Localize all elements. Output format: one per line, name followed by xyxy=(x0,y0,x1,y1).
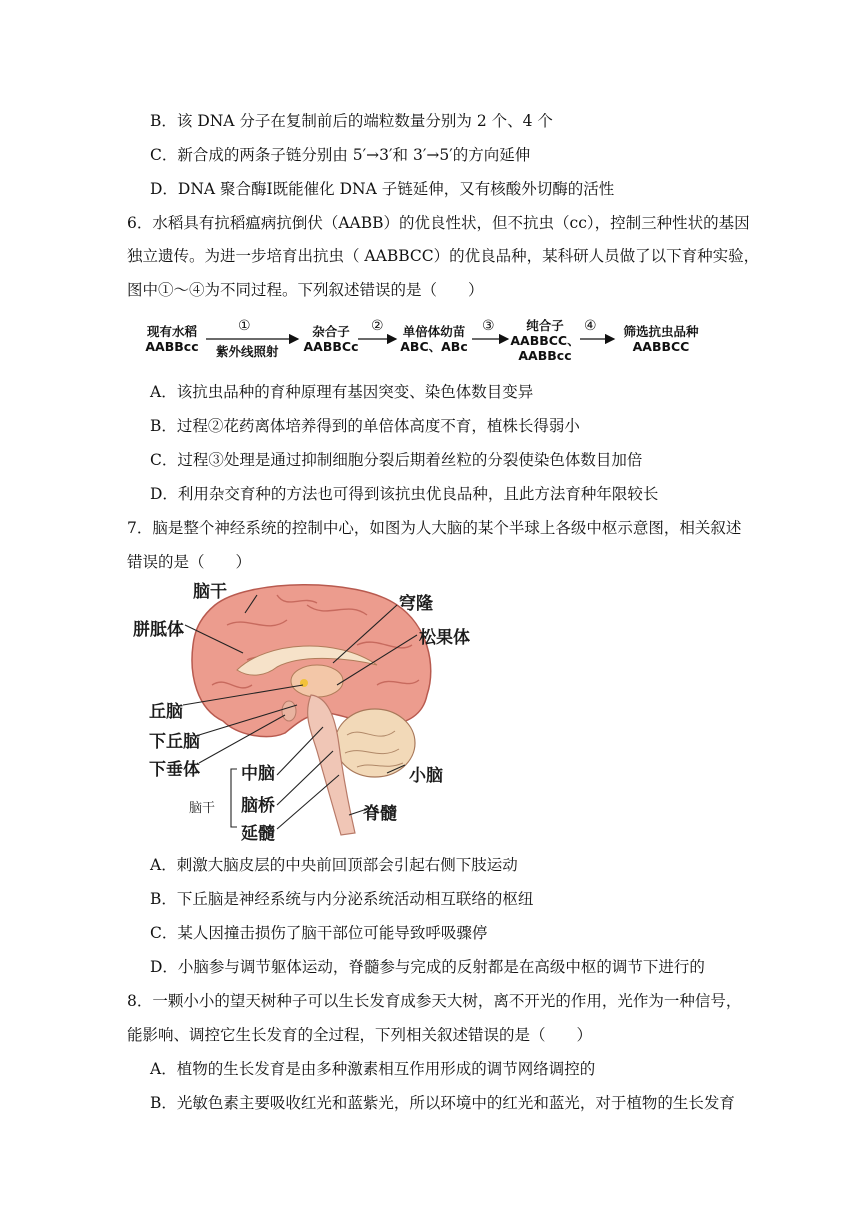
label-medulla: 延髓 xyxy=(241,824,275,844)
flow-node-genotype: AABBCc xyxy=(303,339,359,354)
flow-step-1-condition: 紫外线照射 xyxy=(216,344,279,359)
q6-option-d: D．利用杂交育种的方法也可得到该抗虫优良品种，且此方法育种年限较长 xyxy=(150,485,659,503)
flow-node-genotype: AABBCC、 xyxy=(510,333,580,348)
flow-arrows xyxy=(140,318,710,368)
flow-step-1: ① xyxy=(238,318,251,334)
q5-option-c: C．新合成的两条子链分别由 5′→3′和 3′→5′的方向延伸 xyxy=(150,146,531,164)
q6-option-c: C．过程③处理是通过抑制细胞分裂后期着丝粒的分裂使染色体数目加倍 xyxy=(150,451,643,469)
q8-stem-line2: 能影响、调控它生长发育的全过程，下列相关叙述错误的是（ ） xyxy=(127,1026,593,1044)
label-corpus-callosum: 胼胝体 xyxy=(133,620,184,640)
q7-option-d: D．小脑参与调节躯体运动，脊髓参与完成的反射都是在高级中枢的调节下进行的 xyxy=(150,958,705,976)
label-pituitary: 下垂体 xyxy=(149,760,200,780)
q5-option-b: B．该 DNA 分子在复制前后的端粒数量分别为 2 个、4 个 xyxy=(150,112,553,130)
flow-node-genotype: AABBCC xyxy=(632,339,690,354)
label-pons: 脑桥 xyxy=(241,796,275,816)
breeding-flow-diagram xyxy=(140,318,710,368)
q6-option-b: B．过程②花药离体培养得到的单倍体高度不育，植株长得弱小 xyxy=(150,417,580,435)
q5-option-d: D．DNA 聚合酶Ⅰ既能催化 DNA 子链延伸，又有核酸外切酶的活性 xyxy=(150,180,615,198)
q8-option-b: B．光敏色素主要吸收红光和蓝紫光，所以环境中的红光和蓝光，对于植物的生长发育 xyxy=(150,1094,735,1112)
flow-node-name: 杂合子 xyxy=(312,324,350,339)
thalamus-shape xyxy=(291,665,343,697)
label-pineal-body: 松果体 xyxy=(419,628,470,648)
q6-stem-line3: 图中①～④为不同过程。下列叙述错误的是（ ） xyxy=(127,281,484,299)
q7-option-a: A．刺激大脑皮层的中央前回顶部会引起右侧下肢运动 xyxy=(150,856,518,874)
label-spinal-cord: 脊髓 xyxy=(363,804,397,824)
label-brainstem-bracket: 脑干 xyxy=(189,801,216,816)
label-thalamus: 丘脑 xyxy=(149,702,183,722)
flow-step-4: ④ xyxy=(584,318,597,334)
flow-node-genotype: ABC、ABc xyxy=(400,339,468,354)
flow-node-genotype: AABBcc xyxy=(518,348,572,363)
label-fornix: 穹隆 xyxy=(399,594,433,614)
q8-option-a: A．植物的生长发育是由多种激素相互作用形成的调节网络调控的 xyxy=(150,1060,596,1078)
q7-stem-line2: 错误的是（ ） xyxy=(127,553,252,571)
flow-step-3: ③ xyxy=(482,318,495,334)
q7-option-c: C．某人因撞击损伤了脑干部位可能导致呼吸骤停 xyxy=(150,924,488,942)
q6-stem-line2: 独立遗传。为进一步培育出抗虫（ AABBCC）的优良品种，某科研人员做了以下育种实验， xyxy=(127,247,760,265)
flow-node-name: 筛选抗虫品种 xyxy=(623,324,699,339)
label-cerebellum: 小脑 xyxy=(409,766,443,786)
label-brainstem-top: 脑干 xyxy=(193,582,227,602)
q7-stem-line1: 7．脑是整个神经系统的控制中心，如图为人大脑的某个半球上各级中枢示意图，相关叙述 xyxy=(127,519,742,537)
q6-stem-line1: 6．水稻具有抗稻瘟病抗倒伏（AABB）的优良性状，但不抗虫（cc），控制三种性状的基因 xyxy=(127,214,750,232)
flow-node-name: 单倍体幼苗 xyxy=(402,324,466,339)
flow-node-name: 现有水稻 xyxy=(146,324,197,339)
flow-node-genotype: AABBcc xyxy=(145,339,199,354)
label-midbrain: 中脑 xyxy=(241,764,275,784)
pituitary-shape xyxy=(282,701,296,721)
q7-option-b: B．下丘脑是神经系统与内分泌系统活动相互联络的枢纽 xyxy=(150,890,534,908)
brain-figure xyxy=(127,575,470,845)
cerebellum-shape xyxy=(335,709,415,777)
label-hypothalamus: 下丘脑 xyxy=(149,732,200,752)
q8-stem-line1: 8．一颗小小的望天树种子可以生长发育成参天大树，离不开光的作用，光作为一种信号， xyxy=(127,992,742,1010)
flow-step-2: ② xyxy=(371,318,384,334)
q6-option-a: A．该抗虫品种的育种原理有基因突变、染色体数目变异 xyxy=(150,383,534,401)
flow-node-name: 纯合子 xyxy=(526,318,564,333)
